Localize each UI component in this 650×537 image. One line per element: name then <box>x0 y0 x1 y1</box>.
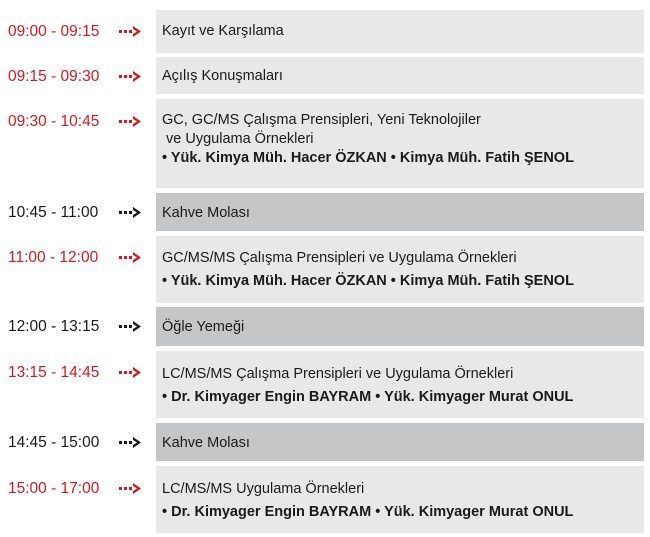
session-title: GC/MS/MS Çalışma Prensipleri ve Uygulama Örnekleri <box>162 250 517 266</box>
session-title: GC, GC/MS Çalışma Prensipleri, Yeni Teknolojiler <box>162 112 481 128</box>
speakers: • Dr. Kimyager Engin BAYRAM • Yük. Kimyager Murat ONUL <box>162 389 574 405</box>
time-range: 11:00 - 12:00 <box>8 249 99 266</box>
dotted-arrow-right-icon <box>119 115 143 129</box>
time-range: 15:00 - 17:00 <box>8 480 100 497</box>
session-title: LC/MS/MS Çalışma Prensipleri ve Uygulama Örnekleri <box>162 366 514 382</box>
break-title: Öğle Yemeği <box>162 319 245 335</box>
break-title: Kahve Molası <box>162 205 250 221</box>
speakers: • Dr. Kimyager Engin BAYRAM • Yük. Kimyager Murat ONUL <box>162 504 574 520</box>
session-box <box>156 236 644 303</box>
dotted-arrow-right-icon <box>119 320 143 334</box>
dotted-arrow-right-icon <box>119 251 143 265</box>
dotted-arrow-right-icon <box>119 206 143 220</box>
session-box <box>156 466 644 533</box>
time-range: 13:15 - 14:45 <box>8 364 100 381</box>
session-box <box>156 351 644 418</box>
dotted-arrow-right-icon <box>119 70 143 84</box>
dotted-arrow-right-icon <box>119 482 143 496</box>
break-box <box>156 307 644 346</box>
speakers: • Yük. Kimya Müh. Hacer ÖZKAN • Kimya Müh. Fatih ŞENOL <box>162 273 574 289</box>
time-range: 10:45 - 11:00 <box>8 204 99 221</box>
speakers: • Yük. Kimya Müh. Hacer ÖZKAN • Kimya Müh. Fatih ŞENOL <box>162 150 574 166</box>
break-box <box>156 423 644 461</box>
session-box <box>156 10 644 53</box>
session-title: LC/MS/MS Uygulama Örnekleri <box>162 481 365 497</box>
session-box <box>156 57 644 94</box>
dotted-arrow-right-icon <box>119 25 143 39</box>
session-title-cont: ve Uygulama Örnekleri <box>162 131 314 147</box>
time-range: 12:00 - 13:15 <box>8 318 100 335</box>
time-range: 14:45 - 15:00 <box>8 434 100 451</box>
time-range: 09:15 - 09:30 <box>8 68 100 85</box>
dotted-arrow-right-icon <box>119 436 143 450</box>
dotted-arrow-right-icon <box>119 366 143 380</box>
break-box <box>156 193 644 231</box>
time-range: 09:00 - 09:15 <box>8 23 100 40</box>
session-box <box>156 99 644 188</box>
break-title: Kahve Molası <box>162 435 250 451</box>
session-title: Kayıt ve Karşılama <box>162 23 284 39</box>
time-range: 09:30 - 10:45 <box>8 113 100 130</box>
session-title: Açılış Konuşmaları <box>162 68 283 84</box>
